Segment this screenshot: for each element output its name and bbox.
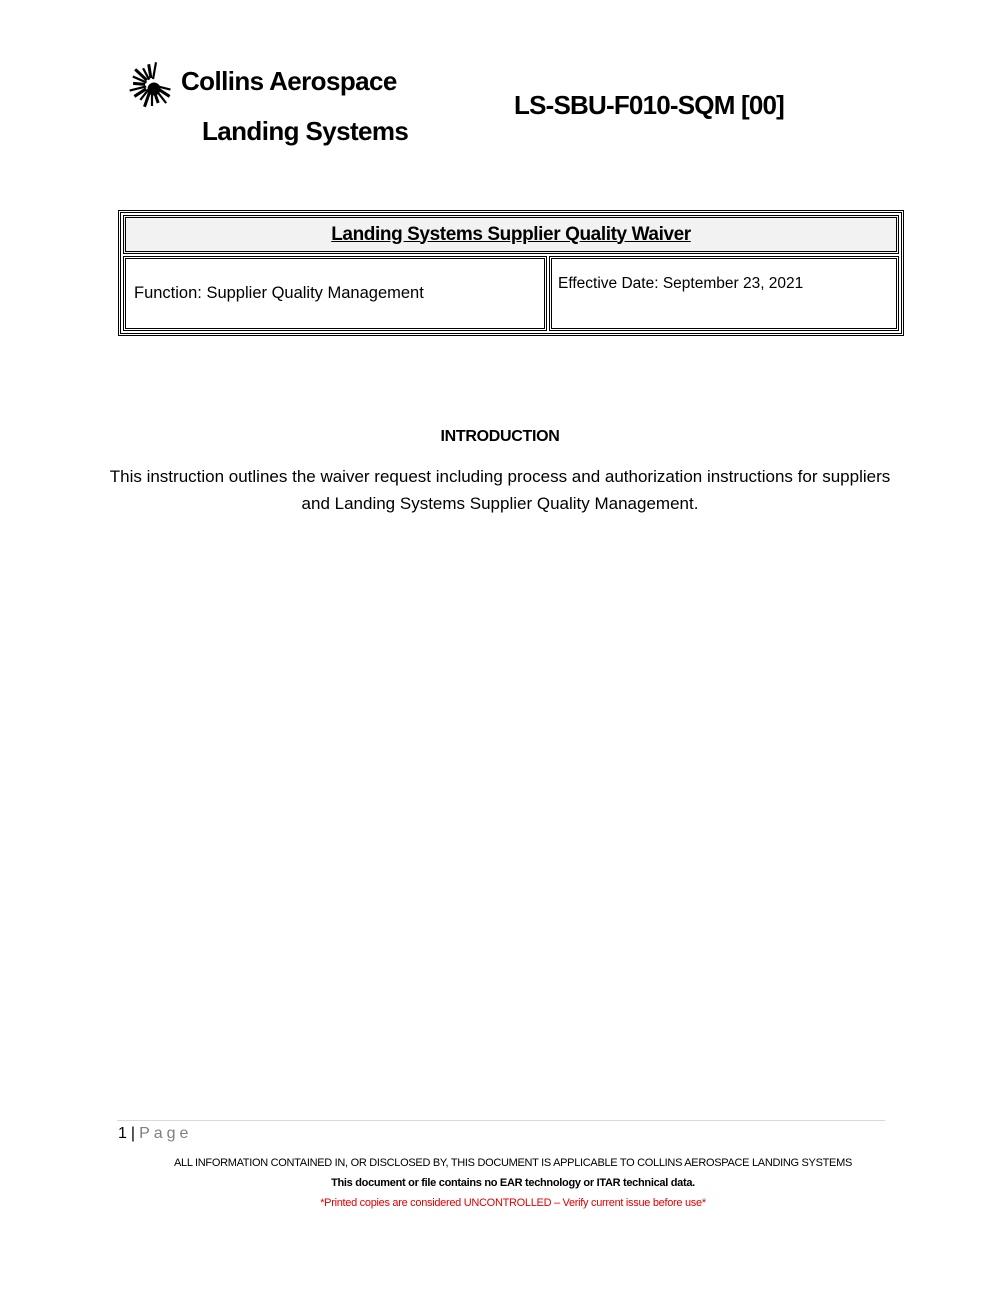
document-number: LS-SBU-F010-SQM [00] — [514, 90, 785, 120]
effective-date-cell — [549, 256, 899, 331]
document-info-table — [118, 210, 904, 336]
brand-name: Collins Aerospace — [181, 66, 397, 96]
page-separator: | — [130, 1125, 136, 1142]
uncontrolled-copy-notice: *Printed copies are considered UNCONTROLLED – Verify current issue before use* — [320, 1197, 706, 1209]
page-indicator — [118, 1125, 192, 1143]
applicability-notice: ALL INFORMATION CONTAINED IN, OR DISCLOSED BY, THIS DOCUMENT IS APPLICABLE TO COLLINS AEROSPACE LANDING SYSTEMS — [173, 1157, 852, 1169]
effective-date-text: Effective Date: September 23, 2021 — [558, 275, 804, 292]
page-word: Page — [139, 1125, 193, 1142]
division-name: Landing Systems — [202, 116, 409, 146]
export-control-notice: This document or file contains no EAR technology or ITAR technical data. — [331, 1177, 695, 1189]
function-text: Function: Supplier Quality Management — [134, 284, 424, 302]
footer-divider — [117, 1120, 885, 1121]
page-number: 1 — [118, 1125, 127, 1142]
function-cell — [123, 256, 547, 331]
collins-sunburst-icon — [124, 58, 176, 110]
introduction-heading: INTRODUCTION — [440, 428, 560, 445]
introduction-body: This instruction outlines the waiver request including process and authorization instructions for suppliers and Landing Systems Supplier Quality Management. — [109, 467, 891, 513]
document-title: Landing Systems Supplier Quality Waiver — [123, 215, 899, 254]
